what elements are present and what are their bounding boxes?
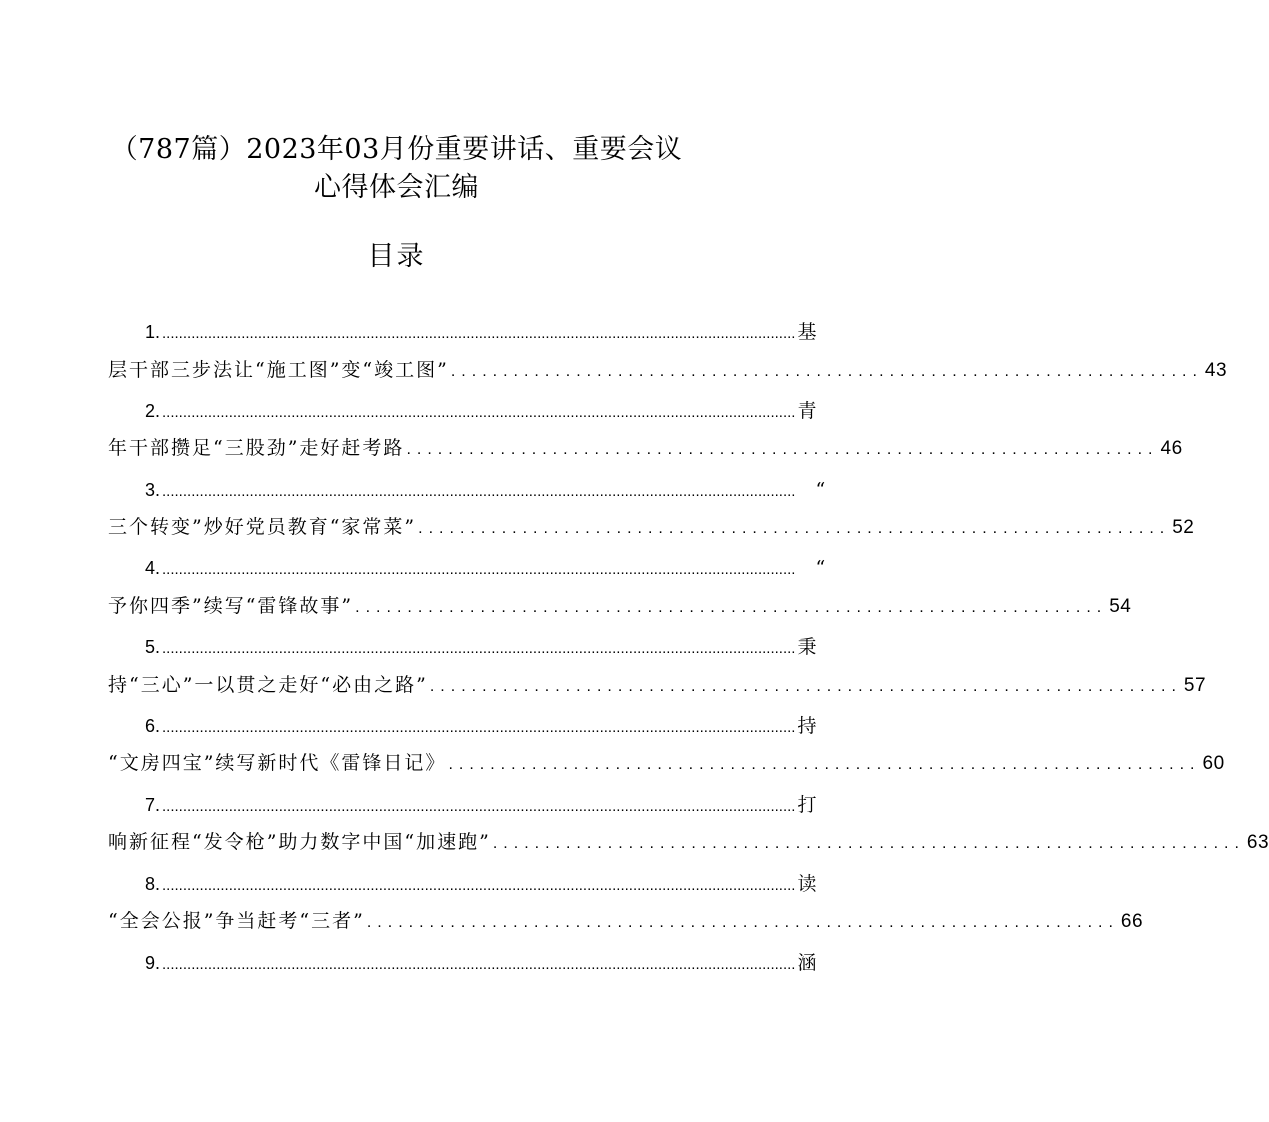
toc-entry-title-row[interactable]	[108, 670, 1207, 700]
toc-entry-number: 4.	[145, 558, 161, 578]
dot-leader: ........................................................................................................................................................	[162, 719, 796, 736]
dot-leader: ........................................................................................................................................................	[162, 404, 796, 421]
toc-entry-number: 3.	[145, 480, 161, 500]
dot-leader: ........................................................................................................................................................	[162, 640, 796, 657]
dot-leader: ........................................................................	[406, 441, 1159, 458]
toc-entry-title-row[interactable]	[108, 591, 1132, 621]
toc-entry-number-row[interactable]	[145, 632, 817, 662]
toc-entry-number-row[interactable]	[145, 790, 817, 820]
toc-entry-first-char: 持	[797, 715, 817, 737]
toc-entry-number-row[interactable]	[145, 711, 817, 741]
document-title-line-1: （787篇）2023年03月份重要讲话、重要会议	[110, 134, 683, 165]
toc-entry-number-row[interactable]	[145, 948, 817, 978]
toc-entry-title-row[interactable]	[108, 355, 1228, 385]
dot-leader: ........................................................................	[448, 756, 1201, 773]
toc-entry-title-row[interactable]	[108, 748, 1225, 778]
toc-entry-title: 持“三心”一以贯之走好“必由之路”	[108, 674, 428, 696]
dot-leader: ........................................................................	[355, 599, 1108, 616]
toc-entry-first-char: 基	[797, 321, 817, 343]
toc-entry-number: 2.	[145, 401, 161, 421]
toc-entry-number: 6.	[145, 716, 161, 736]
toc-entry-title: “全会公报”争当赶考“三者”	[108, 910, 365, 932]
dot-leader: ........................................................................................................................................................	[162, 483, 796, 500]
toc-entry-page: 52	[1172, 517, 1195, 538]
toc-entry-number: 8.	[145, 874, 161, 894]
toc-entry-number-row[interactable]	[145, 869, 817, 899]
toc-entry-title-row[interactable]	[108, 433, 1183, 463]
dot-leader: ........................................................................................................................................................	[162, 561, 796, 578]
toc-heading: 目录	[367, 241, 426, 272]
toc-entry-page: 43	[1204, 360, 1228, 381]
toc-entry-page: 66	[1120, 911, 1144, 932]
toc-entry-page: 46	[1160, 438, 1183, 459]
toc-entry-first-char: 青	[797, 400, 817, 422]
toc-entry-title: “文房四宝”续写新时代《雷锋日记》	[108, 752, 447, 774]
toc-entry-number-row[interactable]	[145, 317, 817, 347]
toc-entry-number: 1.	[145, 322, 161, 342]
toc-entry-title: 层干部三步法让“施工图”变“竣工图”	[108, 359, 449, 381]
toc-entry-first-char: 打	[797, 794, 817, 816]
toc-entry-number: 7.	[145, 795, 161, 815]
toc-entry-title: 三个转变”炒好党员教育“家常菜”	[108, 516, 417, 538]
toc-entry-page: 60	[1202, 753, 1225, 774]
toc-entry-number: 5.	[145, 637, 161, 657]
dot-leader: ........................................................................	[492, 835, 1245, 852]
dot-leader: ........................................................................	[418, 520, 1171, 537]
toc-entry-title-row[interactable]	[108, 827, 1269, 857]
toc-entry-title: 响新征程“发令枪”助力数字中国“加速跑”	[108, 831, 491, 853]
toc-entry-first-char: “	[815, 479, 826, 501]
toc-entry-page: 63	[1246, 832, 1269, 853]
dot-leader: ........................................................................	[450, 363, 1203, 380]
toc-entry-first-char: 涵	[797, 952, 817, 974]
toc-entry-title-row[interactable]	[108, 512, 1195, 542]
toc-entry-number: 9.	[145, 953, 161, 973]
toc-entry-first-char: 读	[797, 873, 817, 895]
toc-entry-first-char: “	[815, 557, 826, 579]
toc-entry-page: 54	[1109, 596, 1132, 617]
dot-leader: ........................................................................................................................................................	[162, 877, 796, 894]
toc-entry-title-row[interactable]	[108, 906, 1144, 936]
toc-entry-first-char: 秉	[797, 636, 817, 658]
document-title-line-2: 心得体会汇编	[314, 172, 479, 203]
dot-leader: ........................................................................	[366, 914, 1119, 931]
dot-leader: ........................................................................................................................................................	[162, 798, 796, 815]
toc-entry-number-row[interactable]	[145, 396, 817, 426]
dot-leader: ........................................................................................................................................................	[162, 956, 796, 973]
toc-entry-number-row[interactable]	[145, 553, 826, 583]
toc-entry-page: 57	[1183, 675, 1207, 696]
toc-entry-title: 予你四季”续写“雷锋故事”	[108, 595, 354, 617]
toc-entry-number-row[interactable]	[145, 475, 826, 505]
dot-leader: ........................................................................	[429, 678, 1182, 695]
dot-leader: ........................................................................................................................................................	[162, 325, 796, 342]
toc-entry-title: 年干部攒足“三股劲”走好赶考路	[108, 437, 405, 459]
